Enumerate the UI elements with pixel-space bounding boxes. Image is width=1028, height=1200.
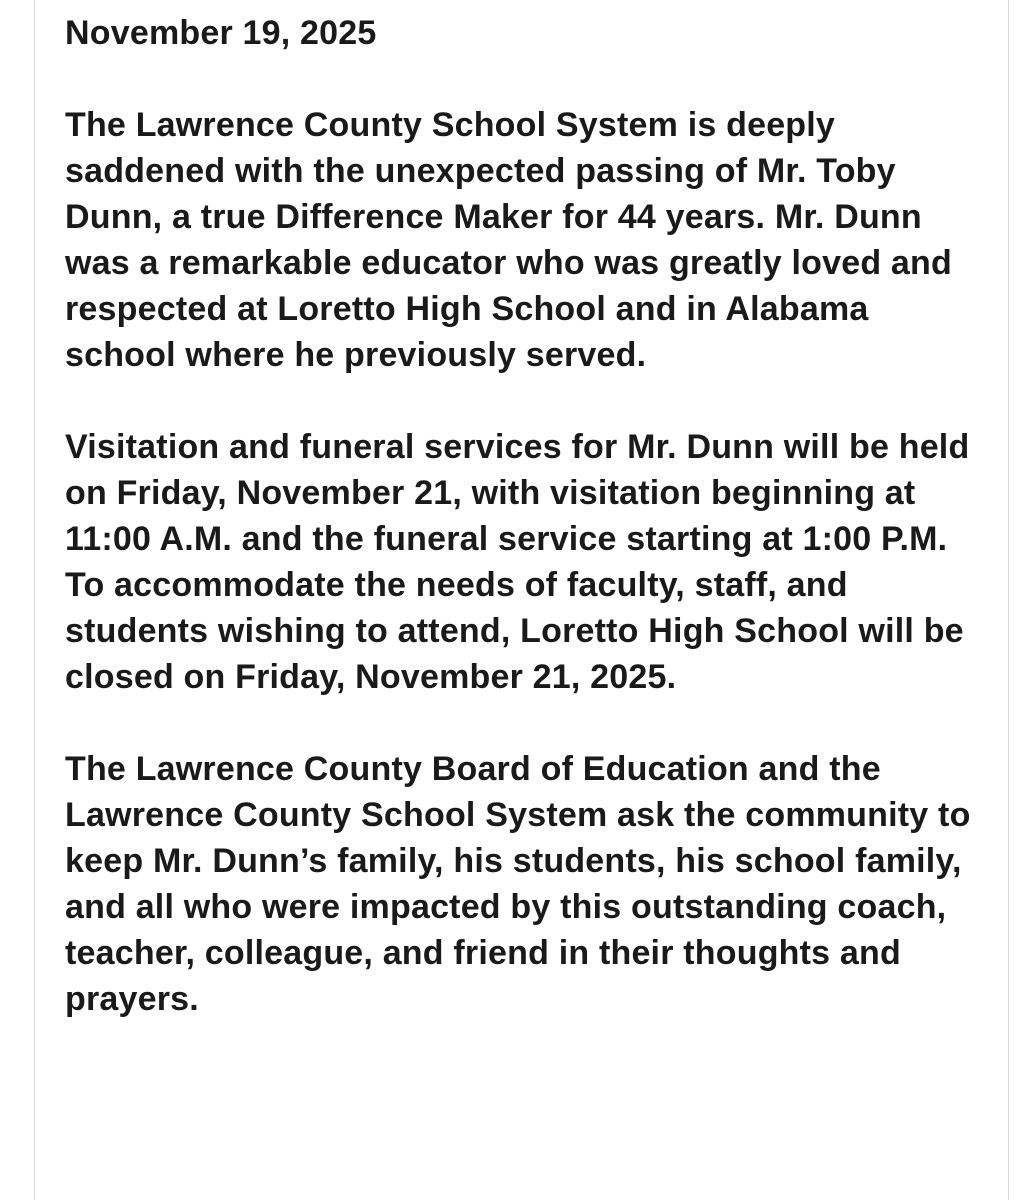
- document-date: November 19, 2025: [65, 14, 377, 52]
- left-margin-line: [34, 0, 35, 1200]
- paragraph-passing-announcement: The Lawrence County School System is deeply saddened with the unexpected passing of Mr. Toby Dunn, a true Difference Maker for 44 years. Mr. Dunn was a remarkable educator who was greatly loved and respected at Loretto High School and in Alabama school where he previously served.: [65, 106, 952, 374]
- right-margin-line: [1008, 0, 1009, 1200]
- paragraph-community-request: The Lawrence County Board of Education and the Lawrence County School System ask the community to keep Mr. Dunn’s family, his students, his school family, and all who were impacted by this outstanding coach, teacher, colleague, and friend in their thoughts and prayers.: [65, 750, 971, 1018]
- paragraph-services-details: Visitation and funeral services for Mr. Dunn will be held on Friday, November 21, with visitation beginning at 11:00 A.M. and the funeral service starting at 1:00 P.M. To accommodate the needs of faculty, staff, and students wishing to attend, Loretto High School will be closed on Friday, November 21, 2025.: [65, 428, 970, 696]
- document-body: [65, 10, 985, 1022]
